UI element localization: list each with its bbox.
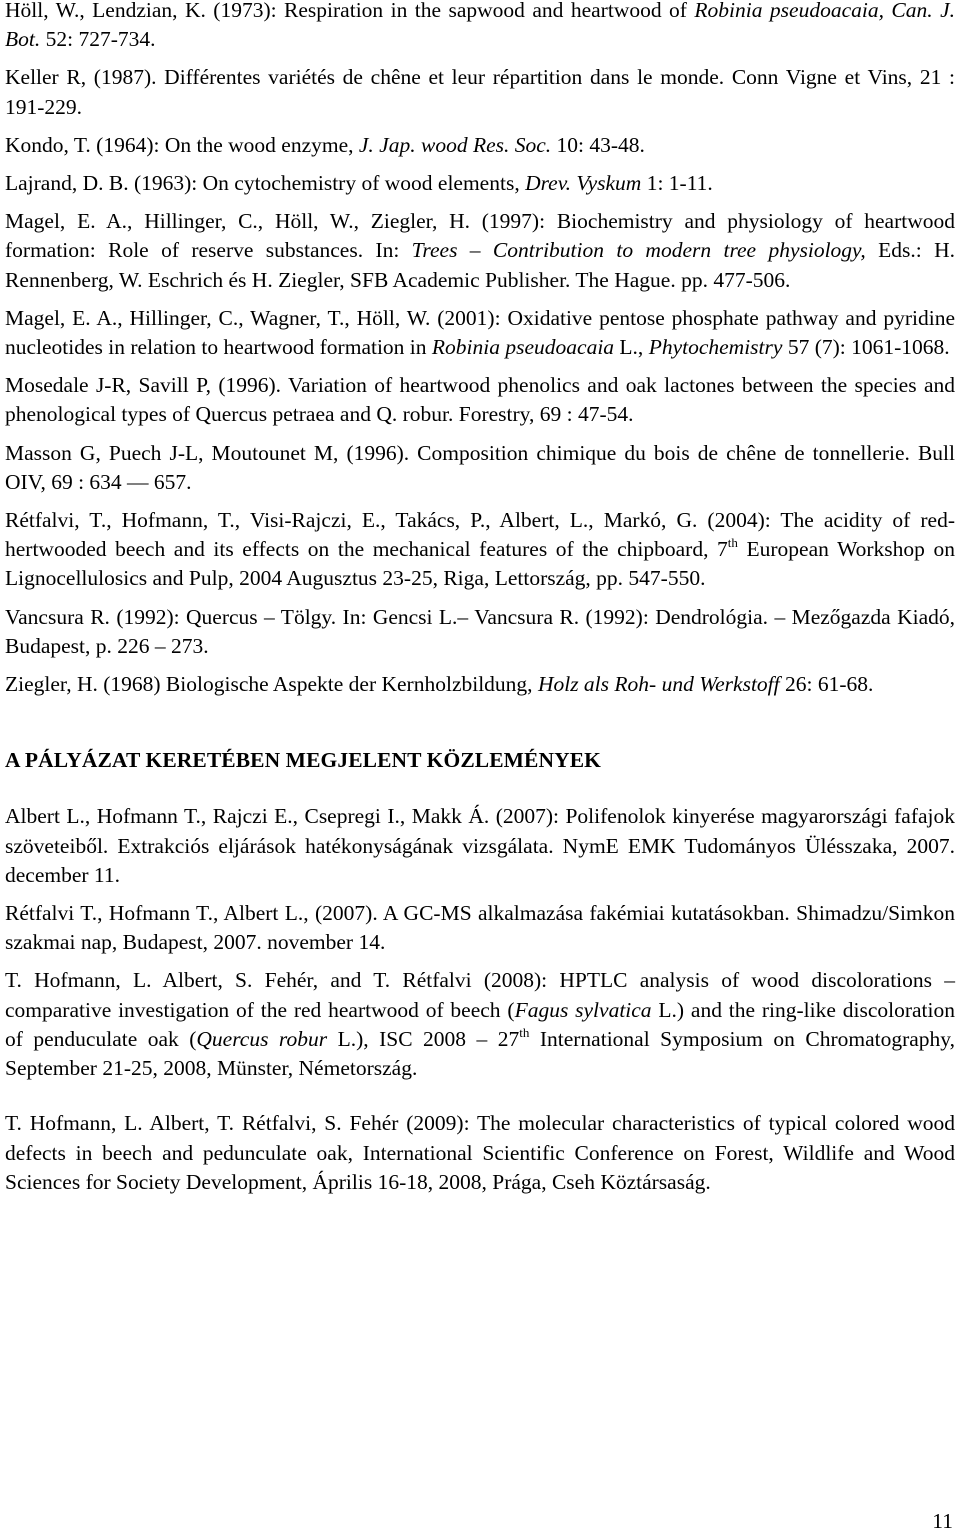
reference-text: T. Hofmann, L. Albert, T. Rétfalvi, S. Fehér (2009): The molecular characteristics of typical colored wood defects in beech and pedunculate oak, International Scientific Conference on Forest, Wildlife and Wood Sciences for Society Development, Április 16-18, 2008, Prága, Cseh Köztársaság. xyxy=(5,1111,955,1194)
reference-entry xyxy=(5,506,955,594)
reference-text: Masson G, Puech J-L, Moutounet M, (1996). Composition chimique du bois de chêne de tonnellerie. Bull OIV, 69 : 634 — 657. xyxy=(5,440,955,494)
publication-list xyxy=(5,802,955,1196)
reference-entry xyxy=(5,899,955,957)
reference-entry xyxy=(5,304,955,362)
reference-italic-text: Robinia pseudoacaia, Can. J. Bot. xyxy=(5,0,955,52)
reference-entry xyxy=(5,670,955,699)
reference-list xyxy=(5,0,955,699)
reference-text: Albert L., Hofmann T., Rajczi E., Csepregi I., Makk Á. (2007): Polifenolok kinyerése magyarországi fafajok szöveteiből. Extrakciós eljárások hatékonyságának vizsgálata. NymE EMK Tudományos Ülésszaka, 2007. december 11. xyxy=(5,804,955,887)
reference-italic-text: Trees – Contribution to modern tree physiology, xyxy=(411,238,866,263)
document-page xyxy=(5,0,955,1206)
reference-text: T. Hofmann, L. Albert, S. Fehér, and T. Rétfalvi (2008): HPTLC analysis of wood discolorations – comparative investigation of the red heartwood of beech ( xyxy=(5,968,955,1022)
reference-entry xyxy=(5,603,955,661)
reference-text: Lajrand, D. B. (1963): On cytochemistry of wood elements, xyxy=(5,171,526,196)
ordinal-superscript: th xyxy=(727,535,738,551)
reference-entry xyxy=(5,131,955,160)
reference-text: 57 (7): 1061-1068. xyxy=(782,335,950,360)
reference-text: Kondo, T. (1964): On the wood enzyme, xyxy=(5,132,359,157)
reference-text: Magel, E. A., Hillinger, C., Höll, W., Ziegler, H. (1997): Biochemistry and physiology of heartwood formation: Role of reserve substances. In: xyxy=(5,209,955,263)
section-heading: A PÁLYÁZAT KERETÉBEN MEGJELENT KÖZLEMÉNYEK xyxy=(5,748,601,773)
ordinal-superscript: th xyxy=(519,1024,530,1040)
reference-text: Rétfalvi, T., Hofmann, T., Visi-Rajczi, E., Takács, P., Albert, L., Markó, G. (2004): The acidity of red-hertwooded beech and its effects on the mechanical features of the chipboard, 7 xyxy=(5,508,955,562)
reference-text: 10: 43-48. xyxy=(551,132,645,157)
reference-entry xyxy=(5,63,955,121)
reference-entry xyxy=(5,207,955,295)
reference-text: L., xyxy=(614,335,649,360)
reference-text: Keller R, (1987). Différentes variétés de chêne et leur répartition dans le monde. Conn Vigne et Vins, 21 : 191-229. xyxy=(5,65,955,119)
reference-text: 52: 727-734. xyxy=(40,27,156,52)
reference-text: 1: 1-11. xyxy=(641,171,713,196)
reference-text: European Workshop on Lignocellulosics and Pulp, 2004 Augusztus 23-25, Riga, Lettország, pp. 547-550. xyxy=(5,537,955,591)
reference-entry xyxy=(5,0,955,54)
reference-entry xyxy=(5,802,955,890)
reference-text: Vancsura R. (1992): Quercus – Tölgy. In: Gencsi L.– Vancsura R. (1992): Dendrológia. – Mezőgazda Kiadó, Budapest, p. 226 – 273. xyxy=(5,604,955,658)
reference-text: L.) and the ring-like discoloration of penduculate oak ( xyxy=(5,997,955,1051)
reference-italic-text: Holz als Roh- und Werkstoff xyxy=(537,672,780,697)
reference-italic-text: Robinia pseudoacaia xyxy=(431,335,615,360)
reference-text: Magel, E. A., Hillinger, C., Wagner, T., Höll, W. (2001): Oxidative pentose phosphate pathway and pyridine nucleotides in relation to heartwood formation in xyxy=(5,305,955,360)
reference-italic-text: J. Jap. wood Res. Soc. xyxy=(358,132,552,157)
reference-italic-text: Drev. Vyskum xyxy=(525,171,642,196)
reference-text: Höll, W., Lendzian, K. (1973): Respiration in the sapwood and heartwood of xyxy=(5,0,695,22)
reference-entry xyxy=(5,439,955,497)
page-number: 11 xyxy=(932,1509,953,1533)
reference-italic-text: Phytochemistry xyxy=(648,335,783,360)
reference-text: L.), ISC 2008 – 27 xyxy=(327,1026,520,1051)
reference-entry xyxy=(5,169,955,198)
reference-text: 26: 61-68. xyxy=(779,672,874,697)
reference-entry xyxy=(5,371,955,429)
reference-italic-text: Fagus sylvatica xyxy=(514,997,652,1022)
reference-entry xyxy=(5,1109,955,1197)
reference-text: Mosedale J-R, Savill P, (1996). Variation of heartwood phenolics and oak lactones between the species and phenological types of Quercus petraea and Q. robur. Forestry, 69 : 47-54. xyxy=(5,373,955,427)
reference-text: International Symposium on Chromatography, September 21-25, 2008, Münster, Németország. xyxy=(5,1026,956,1081)
reference-text: Rétfalvi T., Hofmann T., Albert L., (2007). A GC-MS alkalmazása fakémiai kutatásokban. Shimadzu/Simkon szakmai nap, Budapest, 2007. november 14. xyxy=(5,901,955,955)
reference-italic-text: Quercus robur xyxy=(196,1026,328,1051)
reference-entry xyxy=(5,966,955,1083)
reference-text: Eds.: H. Rennenberg, W. Eschrich és H. Ziegler, SFB Academic Publisher. The Hague. pp. 477-506. xyxy=(5,238,955,292)
reference-text: Ziegler, H. (1968) Biologische Aspekte der Kernholzbildung, xyxy=(5,672,538,697)
